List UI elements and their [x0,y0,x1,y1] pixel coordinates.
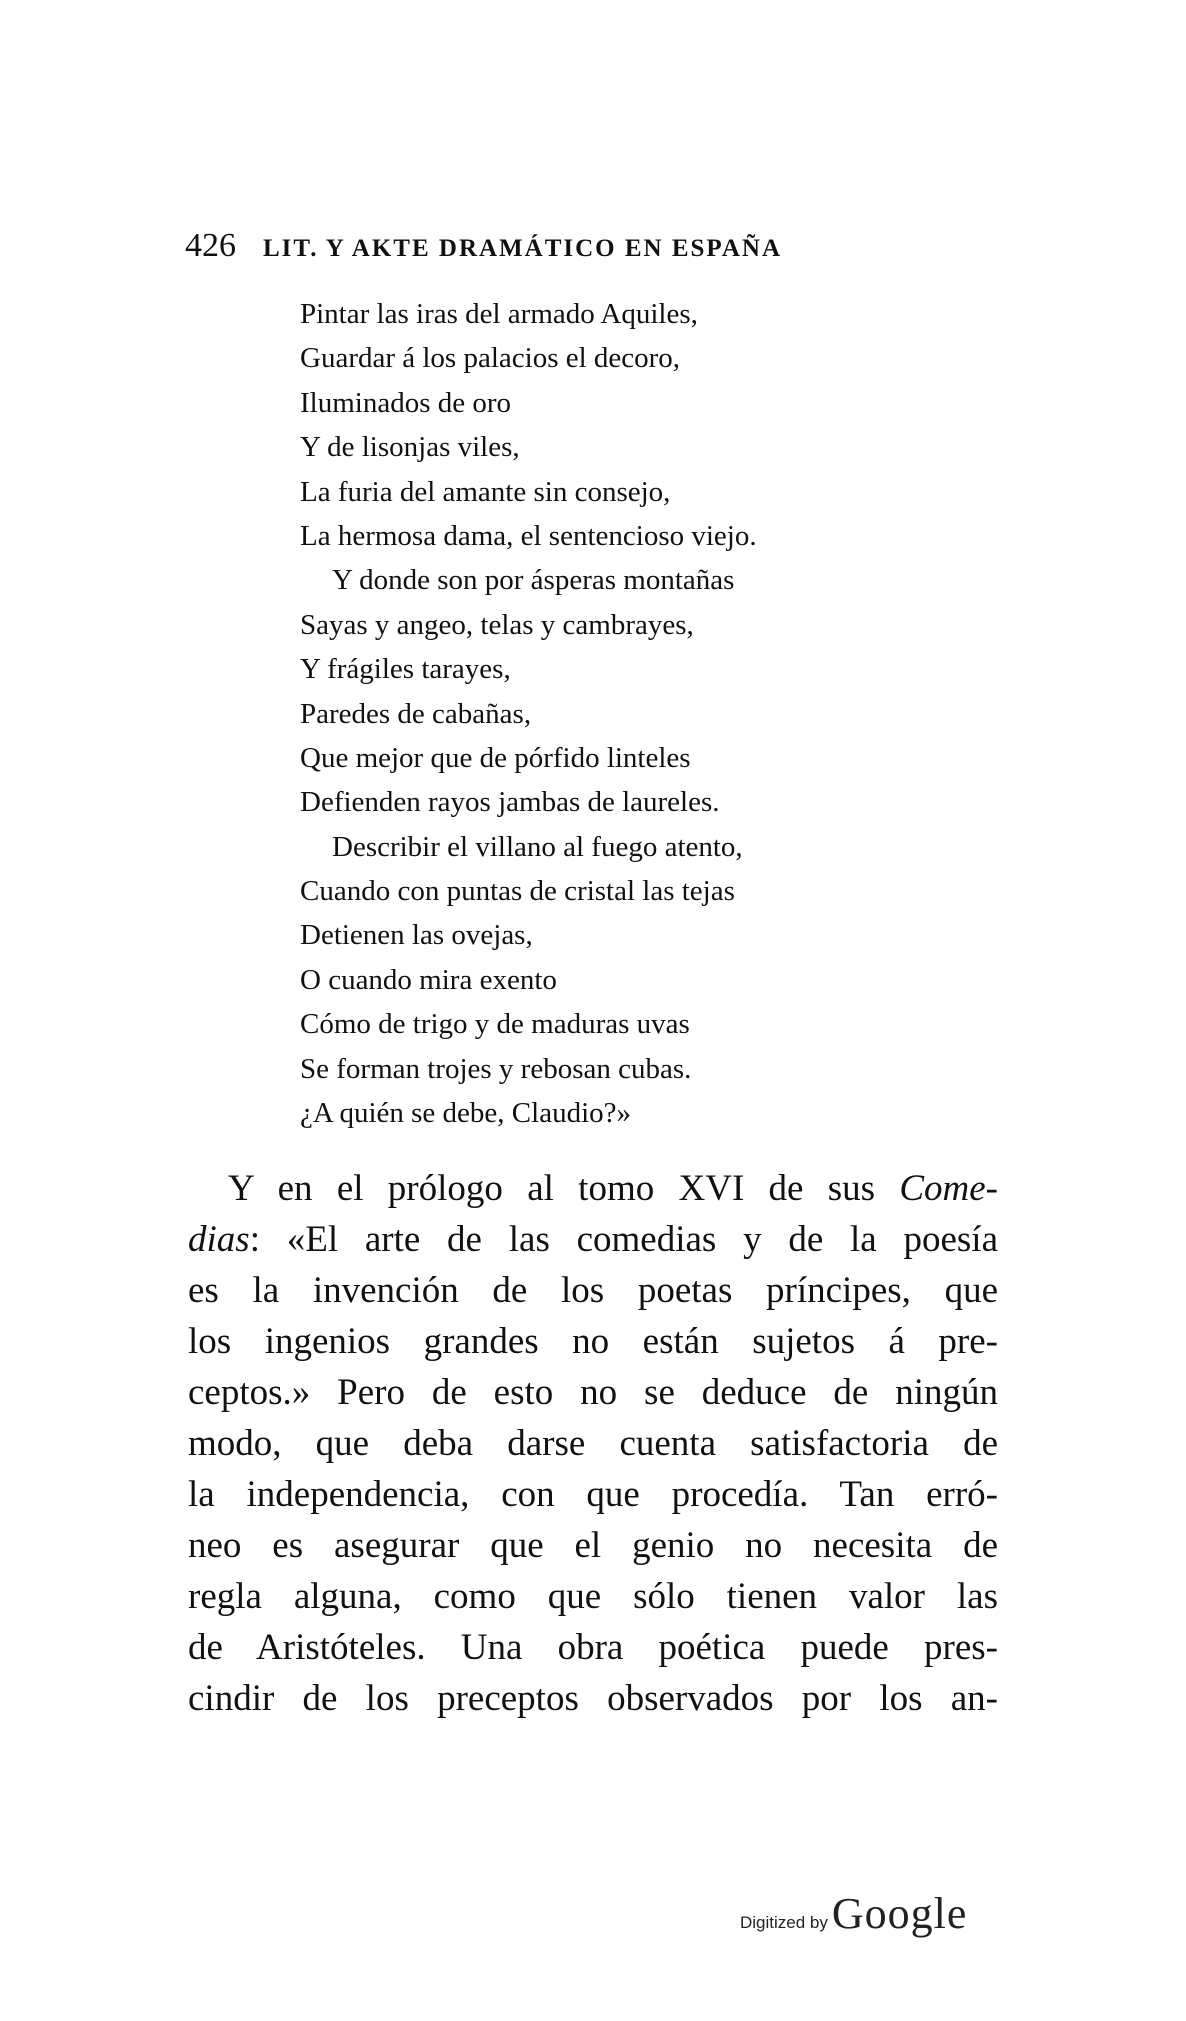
verse-line: Cuando con puntas de cristal las tejas [300,875,735,908]
verse-line: Cómo de trigo y de maduras uvas [300,1008,690,1041]
prose-line: los ingenios grandes no están sujetos á pre- [188,1321,998,1362]
running-title: LIT. Y AKTE DRAMÁTICO EN ESPAÑA [263,235,782,262]
google-logo: Google [831,1889,968,1938]
prose-line: es la invención de los poetas príncipes, que [188,1270,998,1311]
prose-line [188,1163,998,1214]
page-header [185,228,945,267]
verse-line: Pintar las iras del armado Aquiles, [300,298,698,330]
verse-line: Que mejor que de pórfido linteles [300,741,691,774]
verse-line: Describir el villano al fuego atento, [332,830,743,863]
verse-line: Y de lisonjas viles, [300,431,520,464]
prose-line [188,1214,998,1265]
verse-line: Defienden rayos jambas de laureles. [300,786,720,819]
verse-line: ¿A quién se debe, Claudio?» [300,1097,631,1130]
prose-line: de Aristóteles. Una obra poética puede pres- [188,1627,998,1668]
prose-line: cindir de los preceptos observados por los an- [188,1678,998,1719]
verse-line: Se forman trojes y rebosan cubas. [300,1052,692,1085]
prose-paragraph [188,1163,998,1724]
digitized-label: Digitized by [740,1913,828,1932]
digitized-watermark [740,1888,967,1939]
verse-line: Iluminados de oro [300,386,512,419]
verse-line: Y donde son por ásperas montañas [332,564,735,597]
italic-title: dias [188,1219,250,1260]
verse-line: Guardar á los palacios el decoro, [300,342,681,375]
verse-line: La hermosa dama, el sentencioso viejo. [300,519,757,552]
prose-line: modo, que deba darse cuenta satisfactoria de [188,1423,998,1464]
prose-line: regla alguna, como que sólo tienen valor las [188,1576,998,1617]
verse-line: Y frágiles tarayes, [300,653,511,686]
prose-line-text: : «El arte de las comedias y de la poesía [249,1219,998,1260]
verse-line: O cuando mira exento [300,963,557,996]
verse-line: Sayas y angeo, telas y cambrayes, [300,608,694,641]
verse-line: La furia del amante sin consejo, [300,475,671,508]
verse-block [300,292,920,1135]
page-number: 426 [185,227,236,264]
prose-line: neo es asegurar que el genio no necesita de [188,1525,998,1566]
prose-line: la independencia, con que procedía. Tan erró- [188,1474,998,1515]
prose-line: ceptos.» Pero de esto no se deduce de ningún [188,1372,998,1413]
italic-title: Come- [899,1168,998,1209]
prose-line-text: Y en el prólogo al tomo XVI de sus [228,1168,900,1209]
verse-line: Paredes de cabañas, [300,697,532,730]
verse-line: Detienen las ovejas, [300,919,533,952]
